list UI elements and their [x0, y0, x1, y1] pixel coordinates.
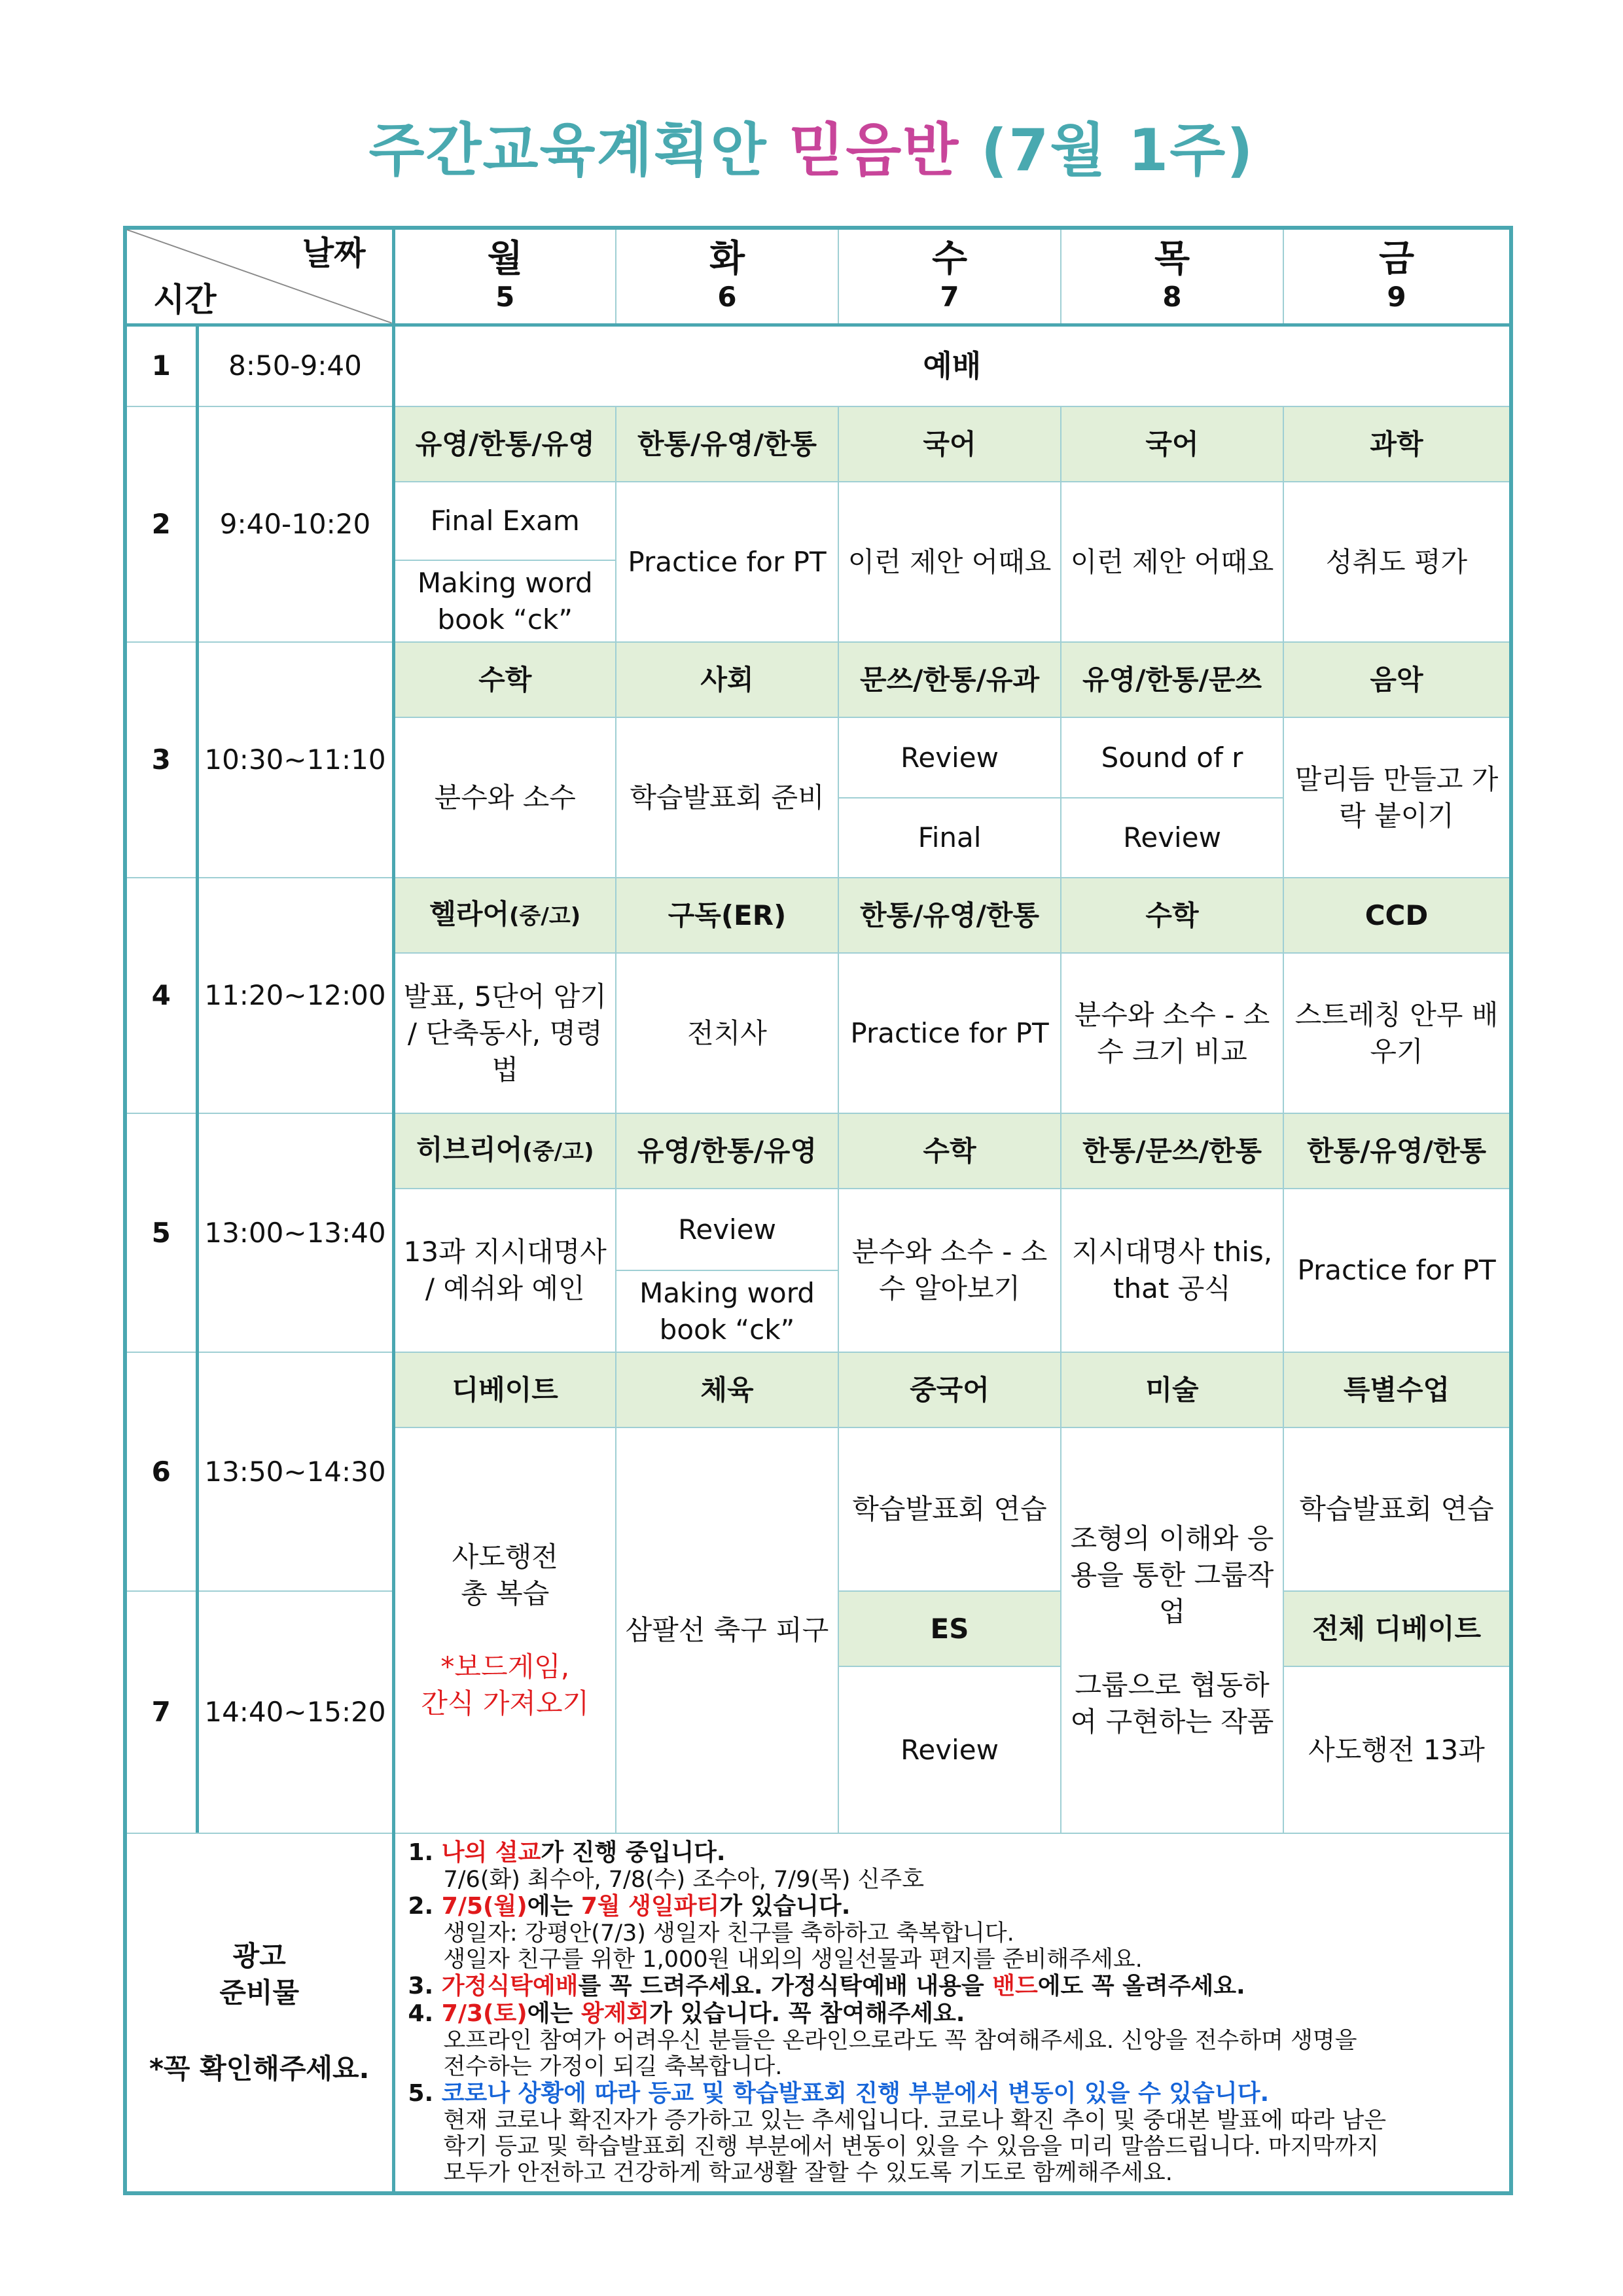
header-row — [125, 228, 1511, 325]
note-2 — [408, 1893, 1497, 1920]
note-text: 가 있습니다. 꼭 참여해주세요. — [649, 2000, 965, 2027]
period-5-subject-row — [125, 1113, 1511, 1189]
subject-cell: 수학 — [838, 1113, 1061, 1189]
content-note: 간식 가져오기 — [421, 1687, 590, 1719]
day-date: 6 — [717, 281, 737, 314]
day-header-wed — [838, 228, 1061, 325]
notes-label-supplies: 준비물 — [219, 1977, 300, 2009]
content-cell: Making word book “ck” — [393, 560, 616, 642]
day-name: 목 — [1154, 238, 1190, 281]
day-name: 월 — [487, 238, 523, 281]
note-number: 4. — [408, 2000, 434, 2027]
note-1-detail: 7/6(화) 최수아, 7/8(수) 조수아, 7/9(목) 신주호 — [443, 1867, 925, 1893]
header-corner — [125, 228, 393, 325]
note-highlight: 7/5(월) — [441, 1893, 527, 1920]
content-cell: Final — [838, 798, 1061, 878]
day-name: 화 — [709, 238, 745, 281]
notes-content — [393, 1833, 1511, 2193]
day-name: 수 — [931, 238, 968, 281]
period-time: 9:40-10:20 — [197, 406, 393, 642]
title-week: (7월 1주) — [980, 117, 1255, 184]
day-header-mon — [393, 228, 616, 325]
content-cell: Review — [838, 1666, 1061, 1833]
note-5-detail: 학기 등교 및 학습발표회 진행 부분에서 변동이 있을 수 있음을 미리 말씀드립니다. 마지막까지 — [443, 2134, 1379, 2160]
day-date: 9 — [1387, 281, 1406, 314]
note-1 — [408, 1839, 1497, 1867]
weekly-plan-table — [123, 226, 1513, 2195]
content-cell: 분수와 소수 — [393, 717, 616, 878]
period-number: 5 — [125, 1113, 197, 1352]
note-highlight: 7/3(토) — [441, 2000, 527, 2027]
note-text: 에도 꼭 올려주세요. — [1037, 1973, 1245, 2000]
subject-cell: 유영/한통/유영 — [616, 1113, 838, 1189]
note-4 — [408, 2000, 1497, 2028]
content-cell: 사도행전 13과 — [1283, 1666, 1511, 1833]
content-cell: Review — [1061, 798, 1283, 878]
content-cell-debate — [393, 1427, 616, 1833]
period-2-subject-row — [125, 406, 1511, 482]
subject-level: (중/고) — [509, 903, 581, 929]
note-2-detail: 생일자 친구를 위한 1,000원 내외의 생일선물과 편지를 준비해주세요. — [443, 1946, 1143, 1973]
content-cell-art — [1061, 1427, 1283, 1833]
content-cell: 이런 제안 어때요 — [838, 482, 1061, 642]
content-cell: 전치사 — [616, 953, 838, 1113]
notes-label-check: *꼭 확인해주세요. — [149, 2053, 370, 2085]
content-cell: Review — [838, 717, 1061, 798]
content-cell: 학습발표회 연습 — [838, 1427, 1061, 1591]
note-highlight: 왕제회 — [580, 2000, 650, 2027]
subject-cell: 구독(ER) — [616, 878, 838, 953]
content-cell: 지시대명사 this, that 공식 — [1061, 1189, 1283, 1352]
content-line: 사도행전 — [452, 1541, 558, 1573]
day-header-fri — [1283, 228, 1511, 325]
content-cell: 13과 지시대명사 / 예쉬와 예인 — [393, 1189, 616, 1352]
period-6-subject-row — [125, 1352, 1511, 1427]
subject-cell: 특별수업 — [1283, 1352, 1511, 1427]
note-text: 를 꼭 드려주세요. 가정식탁예배 내용을 — [578, 1973, 993, 2000]
content-cell: 분수와 소수 - 소수 알아보기 — [838, 1189, 1061, 1352]
subject-cell: 수학 — [1061, 878, 1283, 953]
note-highlight: 가정식탁예배 — [441, 1973, 579, 2000]
note-5-detail: 모두가 안전하고 건강하게 학교생활 잘할 수 있도록 기도로 함께해주세요. — [443, 2160, 1173, 2186]
day-date: 7 — [940, 281, 959, 314]
period-4-subject-row — [125, 878, 1511, 953]
notes-row — [125, 1833, 1511, 2193]
period-time: 10:30~11:10 — [197, 642, 393, 878]
content-cell: Practice for PT — [838, 953, 1061, 1113]
title-main: 주간교육계획안 — [368, 117, 768, 184]
content-cell: Practice for PT — [1283, 1189, 1511, 1352]
period-1-row — [125, 325, 1511, 406]
day-name: 금 — [1378, 238, 1415, 281]
worship-cell: 예배 — [393, 325, 1511, 406]
period-number: 7 — [125, 1591, 197, 1833]
content-cell: Final Exam — [393, 482, 616, 560]
period-number: 4 — [125, 878, 197, 1113]
time-label: 시간 — [153, 280, 217, 319]
period-time: 13:50~14:30 — [197, 1352, 393, 1591]
note-number: 2. — [408, 1893, 434, 1920]
subject-cell: 한통/유영/한통 — [838, 878, 1061, 953]
page-title — [0, 105, 1623, 187]
note-4-detail: 전수하는 가정이 되길 축복합니다. — [443, 2054, 783, 2080]
content-cell: 성취도 평가 — [1283, 482, 1511, 642]
subject-name: 히브리어 — [416, 1134, 523, 1166]
period-number: 2 — [125, 406, 197, 642]
subject-cell: 한통/문쓰/한통 — [1061, 1113, 1283, 1189]
subject-cell: 한통/유영/한통 — [1283, 1113, 1511, 1189]
notes-label — [125, 1833, 393, 2193]
note-number: 5. — [408, 2080, 434, 2107]
period-number: 6 — [125, 1352, 197, 1591]
period-3-subject-row — [125, 642, 1511, 717]
period-time: 8:50-9:40 — [197, 325, 393, 406]
subject-cell: 전체 디베이트 — [1283, 1591, 1511, 1666]
day-date: 8 — [1162, 281, 1182, 314]
notes-label-ad: 광고 — [232, 1940, 286, 1972]
subject-cell — [393, 1113, 616, 1189]
subject-name: 헬라어 — [429, 898, 510, 930]
note-text: 에는 — [527, 1893, 581, 1920]
subject-cell: 음악 — [1283, 642, 1511, 717]
content-cell: 분수와 소수 - 소수 크기 비교 — [1061, 953, 1283, 1113]
content-line: 총 복습 — [461, 1577, 550, 1609]
note-text: 가 진행 중입니다. — [541, 1839, 726, 1866]
subject-cell: 국어 — [1061, 406, 1283, 482]
note-highlight: 밴드 — [992, 1973, 1038, 2000]
note-5-detail: 현재 코로나 확진자가 증가하고 있는 추세입니다. 코로나 확진 추이 및 중대본 발표에 따라 남은 — [443, 2108, 1387, 2134]
subject-cell: 유영/한통/문쓰 — [1061, 642, 1283, 717]
day-header-thu — [1061, 228, 1283, 325]
note-2-detail: 생일자: 강평안(7/3) 생일자 친구를 축하하고 축복합니다. — [443, 1920, 1014, 1946]
content-cell: Practice for PT — [616, 482, 838, 642]
period-time: 11:20~12:00 — [197, 878, 393, 1113]
content-cell: Review — [616, 1189, 838, 1270]
content-cell: 학습발표회 준비 — [616, 717, 838, 878]
content-cell: 학습발표회 연습 — [1283, 1427, 1511, 1591]
period-number: 1 — [125, 325, 197, 406]
subject-cell: 미술 — [1061, 1352, 1283, 1427]
subject-cell: 중국어 — [838, 1352, 1061, 1427]
note-highlight: 나의 설교 — [441, 1839, 541, 1866]
note-highlight: 코로나 상황에 따라 등교 및 학습발표회 진행 부분에서 변동이 있을 수 있습니다. — [441, 2080, 1270, 2107]
content-cell: Sound of r — [1061, 717, 1283, 798]
subject-cell — [393, 878, 616, 953]
content-cell: 발표, 5단어 암기 / 단축동사, 명령법 — [393, 953, 616, 1113]
content-cell: 삼팔선 축구 피구 — [616, 1427, 838, 1833]
subject-cell: 체육 — [616, 1352, 838, 1427]
note-4-detail: 오프라인 참여가 어려우신 분들은 온라인으로라도 꼭 참여해주세요. 신앙을 전수하며 생명을 — [443, 2028, 1357, 2054]
note-3 — [408, 1973, 1497, 2000]
period-number: 3 — [125, 642, 197, 878]
content-note: *보드게임, — [440, 1651, 570, 1683]
note-number: 1. — [408, 1839, 434, 1866]
content-cell: 이런 제안 어때요 — [1061, 482, 1283, 642]
note-highlight: 7월 생일파티 — [580, 1893, 720, 1920]
note-number: 3. — [408, 1973, 434, 2000]
subject-cell: 문쓰/한통/유과 — [838, 642, 1061, 717]
note-5 — [408, 2080, 1497, 2108]
content-cell: Making word book “ck” — [616, 1270, 838, 1352]
subject-cell: 한통/유영/한통 — [616, 406, 838, 482]
subject-cell: CCD — [1283, 878, 1511, 953]
period-time: 13:00~13:40 — [197, 1113, 393, 1352]
subject-cell: ES — [838, 1591, 1061, 1666]
subject-cell: 수학 — [393, 642, 616, 717]
day-date: 5 — [495, 281, 515, 314]
note-text: 에는 — [527, 2000, 581, 2027]
content-line: 그룹으로 협동하여 구현하는 작품 — [1070, 1669, 1274, 1738]
period-time: 14:40~15:20 — [197, 1591, 393, 1833]
subject-cell: 사회 — [616, 642, 838, 717]
content-cell: 말리듬 만들고 가락 붙이기 — [1283, 717, 1511, 878]
note-text: 가 있습니다. — [719, 1893, 851, 1920]
title-class: 믿음반 — [789, 117, 960, 184]
day-header-tue — [616, 228, 838, 325]
subject-level: (중/고) — [522, 1139, 594, 1165]
date-label: 날짜 — [302, 234, 366, 272]
content-cell: 스트레칭 안무 배우기 — [1283, 953, 1511, 1113]
subject-cell: 디베이트 — [393, 1352, 616, 1427]
content-line: 조형의 이해와 응용을 통한 그룹작업 — [1070, 1522, 1274, 1628]
subject-cell: 과학 — [1283, 406, 1511, 482]
subject-cell: 국어 — [838, 406, 1061, 482]
subject-cell: 유영/한통/유영 — [393, 406, 616, 482]
